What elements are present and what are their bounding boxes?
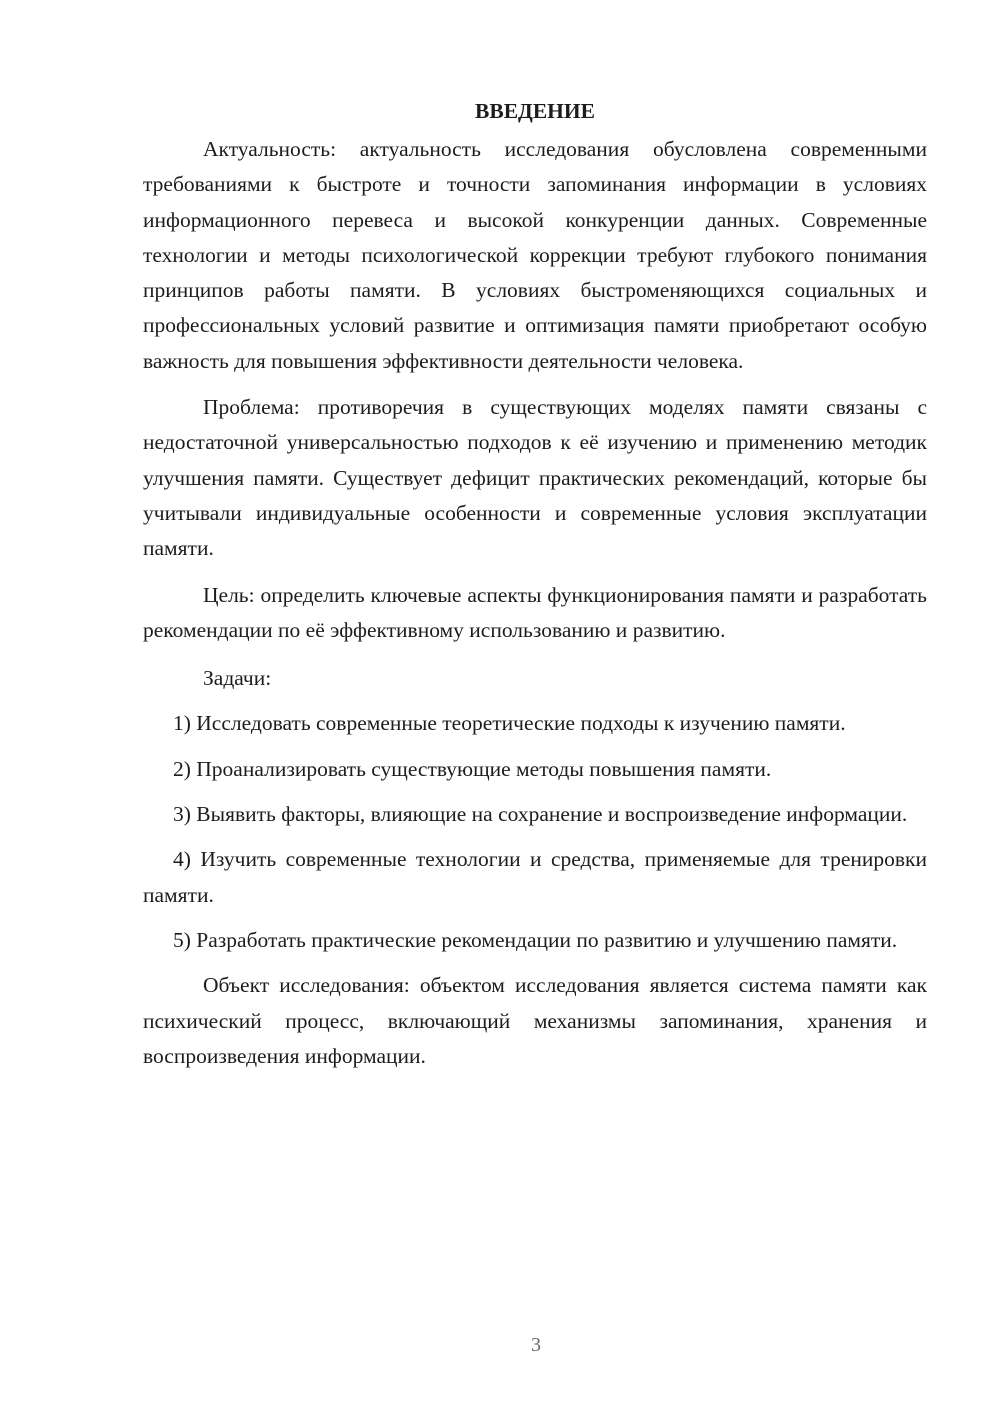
task-item-3: 3) Выявить факторы, влияющие на сохранение и воспроизведение информации. [173, 802, 908, 827]
paragraph-relevance: Актуальность: актуальность исследования обусловлена современными требованиями к быстроте и точности запоминания информации в условиях информационного перевеса и высокой конкуренции данных. Современные технологии и методы психологической коррекции требуют глубокого понимания принципов работы памяти. В условиях быстроменяющихся социальных и профессиональных условий развитие и оптимизация памяти приобретают особую важность для повышения эффективности деятельности человека. [143, 137, 927, 373]
paragraph-goal: Цель: определить ключевые аспекты функционирования памяти и разработать рекомендации по её эффективному использованию и развитию. [143, 582, 927, 642]
task-item-2: 2) Проанализировать существующие методы повышения памяти. [173, 756, 772, 781]
task-item-5: 5) Разработать практические рекомендации по развитию и улучшению памяти. [173, 927, 898, 952]
page-title: ВВЕДЕНИЕ [475, 99, 595, 123]
paragraph-object: Объект исследования: объектом исследования является система памяти как психический процесс, включающий механизмы запоминания, хранения и воспроизведения информации. [143, 973, 927, 1068]
paragraph-problem: Проблема: противоречия в существующих моделях памяти связаны с недостаточной универсальностью подходов к её изучению и применению методик улучшения памяти. Существует дефицит практических рекомендаций, которые бы учитывали индивидуальные особенности и современные условия эксплуатации памяти. [143, 395, 927, 561]
task-item-1: 1) Исследовать современные теоретические подходы к изучению памяти. [173, 711, 846, 736]
page-number: 3 [531, 1334, 541, 1356]
tasks-heading: Задачи: [203, 666, 272, 691]
document-page [143, 96, 927, 1085]
task-item-4: 4) Изучить современные технологии и средства, применяемые для тренировки памяти. [143, 847, 927, 907]
